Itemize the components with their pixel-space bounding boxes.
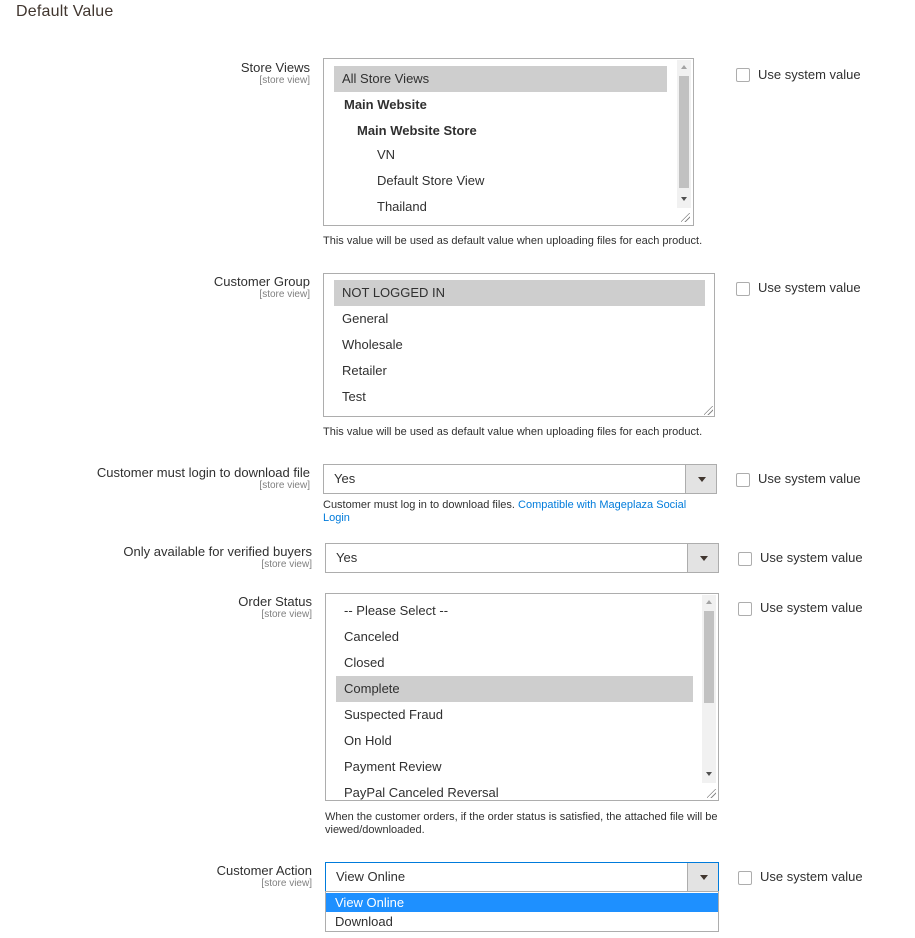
verified-buyers-value: Yes xyxy=(336,550,358,565)
resize-handle-icon[interactable] xyxy=(681,213,690,222)
scroll-up-icon[interactable] xyxy=(706,600,712,604)
customer-action-option[interactable]: Download xyxy=(335,914,393,929)
order-status-note: When the customer orders, if the order status is satisfied, the attached file will be viewed/downloaded. xyxy=(325,811,718,836)
order-status-option[interactable]: Payment Review xyxy=(344,759,442,774)
store-views-option[interactable]: All Store Views xyxy=(334,66,667,92)
must-login-value: Yes xyxy=(334,471,356,486)
customer-group-use-system-checkbox[interactable] xyxy=(736,282,750,296)
section-title: Default Value xyxy=(16,3,114,20)
order-status-scrollbar[interactable] xyxy=(702,595,716,783)
must-login-note xyxy=(323,499,713,525)
order-status-option[interactable]: On Hold xyxy=(344,733,392,748)
scroll-thumb[interactable] xyxy=(679,76,689,188)
order-status-multiselect[interactable] xyxy=(325,593,719,801)
chevron-down-icon xyxy=(698,477,706,482)
store-views-option[interactable]: Main Website Store xyxy=(357,123,477,138)
order-status-option[interactable]: Complete xyxy=(336,676,693,702)
use-system-value-label: Use system value xyxy=(760,869,863,884)
scroll-up-icon[interactable] xyxy=(681,65,687,69)
verified-buyers-dropdown-button[interactable] xyxy=(687,544,718,572)
store-views-option[interactable]: Thailand xyxy=(377,199,427,214)
customer-group-note: This value will be used as default value when uploading files for each product. xyxy=(323,426,703,438)
use-system-value-label: Use system value xyxy=(760,550,863,565)
scroll-down-icon[interactable] xyxy=(681,197,687,201)
must-login-scope: [store view] xyxy=(259,480,310,491)
resize-handle-icon[interactable] xyxy=(704,406,713,415)
customer-group-scope: [store view] xyxy=(259,289,310,300)
customer-group-option[interactable]: Test xyxy=(342,389,366,404)
must-login-note-text: Customer must log in to download files. xyxy=(323,499,519,511)
customer-group-multiselect[interactable] xyxy=(323,273,715,417)
order-status-option[interactable]: Suspected Fraud xyxy=(344,707,444,722)
must-login-dropdown-button[interactable] xyxy=(685,465,716,493)
customer-action-select[interactable] xyxy=(325,862,719,892)
verified-buyers-use-system-checkbox[interactable] xyxy=(738,552,752,566)
customer-group-option[interactable]: General xyxy=(342,311,389,326)
customer-action-value: View Online xyxy=(336,869,406,884)
must-login-label: Customer must login to download file xyxy=(96,465,310,480)
verified-buyers-select[interactable] xyxy=(325,543,719,573)
store-views-scrollbar[interactable] xyxy=(677,60,691,208)
store-views-scope: [store view] xyxy=(259,75,310,86)
store-views-option[interactable]: Main Website xyxy=(344,97,427,112)
use-system-value-label: Use system value xyxy=(758,280,861,295)
resize-handle-icon[interactable] xyxy=(707,789,716,798)
customer-action-use-system-checkbox[interactable] xyxy=(738,871,752,885)
scroll-thumb[interactable] xyxy=(704,611,714,703)
store-views-use-system-checkbox[interactable] xyxy=(736,68,750,82)
store-views-option[interactable]: Default Store View xyxy=(377,173,485,188)
order-status-scope: [store view] xyxy=(261,609,312,620)
order-status-option[interactable]: -- Please Select -- xyxy=(344,603,449,618)
scroll-down-icon[interactable] xyxy=(706,772,712,776)
order-status-option[interactable]: Canceled xyxy=(344,629,399,644)
customer-action-option[interactable]: View Online xyxy=(326,893,718,912)
use-system-value-label: Use system value xyxy=(758,471,861,486)
store-views-label: Store Views xyxy=(240,60,310,75)
must-login-use-system-checkbox[interactable] xyxy=(736,473,750,487)
customer-action-dropdown-list[interactable] xyxy=(325,891,719,932)
mageplaza-social-login-link[interactable]: Compatible with Mageplaza Social Login xyxy=(323,499,687,524)
chevron-down-icon xyxy=(700,556,708,561)
store-views-multiselect[interactable] xyxy=(323,58,694,226)
chevron-down-icon xyxy=(700,875,708,880)
use-system-value-label: Use system value xyxy=(760,600,863,615)
customer-action-dropdown-button[interactable] xyxy=(687,863,718,891)
customer-action-scope: [store view] xyxy=(261,878,312,889)
order-status-option[interactable]: Closed xyxy=(344,655,385,670)
order-status-label: Order Status xyxy=(238,594,312,609)
customer-group-option[interactable]: NOT LOGGED IN xyxy=(334,280,705,306)
store-views-note: This value will be used as default value when uploading files for each product. xyxy=(323,235,703,247)
customer-action-label: Customer Action xyxy=(216,863,312,878)
order-status-option[interactable]: PayPal Canceled Reversal xyxy=(344,785,499,800)
use-system-value-label: Use system value xyxy=(758,67,861,82)
store-views-option[interactable]: VN xyxy=(377,147,396,162)
customer-group-label: Customer Group xyxy=(213,274,310,289)
must-login-select[interactable] xyxy=(323,464,717,494)
verified-buyers-scope: [store view] xyxy=(261,559,312,570)
customer-group-option[interactable]: Wholesale xyxy=(342,337,403,352)
order-status-use-system-checkbox[interactable] xyxy=(738,602,752,616)
verified-buyers-label: Only available for verified buyers xyxy=(123,544,312,559)
customer-group-option[interactable]: Retailer xyxy=(342,363,387,378)
